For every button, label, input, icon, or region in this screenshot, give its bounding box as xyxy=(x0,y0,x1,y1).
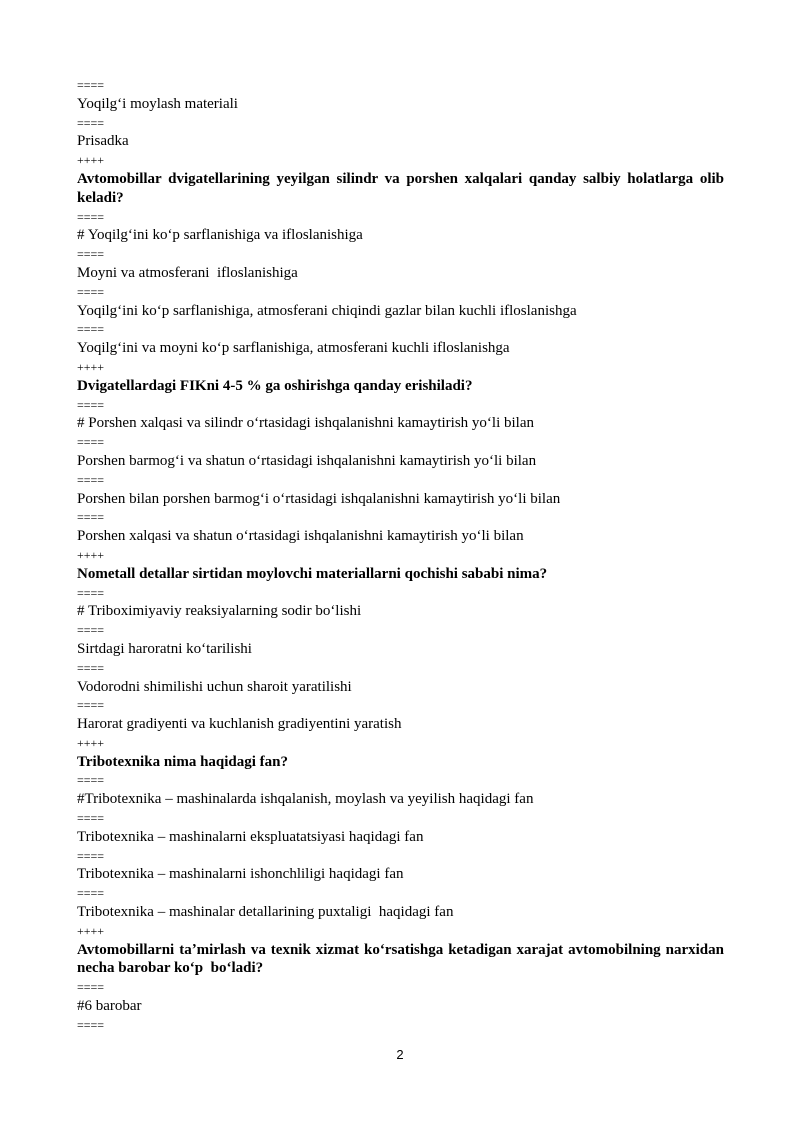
separator: ==== xyxy=(77,886,105,901)
separator: ==== xyxy=(77,435,105,450)
separator: ==== xyxy=(77,623,105,638)
separator: ==== xyxy=(77,773,105,788)
separator: ==== xyxy=(77,397,105,412)
separator: ==== xyxy=(77,980,105,995)
answer-option: Harorat gradiyenti va kuchlanish gradiyentini yaratish xyxy=(77,716,402,733)
separator: ==== xyxy=(77,78,105,92)
question-text: Avtomobillarni taʼmirlash va texnik xizmat koʻrsatishga ketadigan xarajat avtomobilning narxidan necha barobar koʻp boʻladi? xyxy=(77,941,728,977)
separator: ==== xyxy=(77,115,105,130)
separator: ++++ xyxy=(77,735,105,750)
separator: ++++ xyxy=(77,547,105,562)
answer-option: Yoqilgʻini koʻp sarflanishiga, atmosferani chiqindi gazlar bilan kuchli ifloslanishga xyxy=(77,302,577,319)
separator: ==== xyxy=(77,510,105,525)
separator: ==== xyxy=(77,284,105,299)
answer-option: #6 barobar xyxy=(77,998,142,1015)
question-text: Dvigatellardagi FIKni 4-5 % ga oshirishga qanday erishiladi? xyxy=(77,377,473,394)
page-number: 2 xyxy=(396,1047,404,1062)
answer-option: Sirtdagi haroratni koʻtarilishi xyxy=(77,640,252,657)
question-text: Tribotexnika nima haqidagi fan? xyxy=(77,753,289,770)
answer-option: # Porshen xalqasi va silindr oʻrtasidagi ishqalanishni kamaytirish yoʻli bilan xyxy=(77,415,535,432)
separator: ==== xyxy=(77,848,105,863)
answer-option: #Tribotexnika – mashinalarda ishqalanish, moylash va yeyilish haqidagi fan xyxy=(77,791,534,808)
answer-option: Tribotexnika – mashinalarni ishonchliligi haqidagi fan xyxy=(77,866,404,883)
answer-option: Porshen bilan porshen barmogʻi oʻrtasidagi ishqalanishni kamaytirish yoʻli bilan xyxy=(77,490,561,507)
separator: ==== xyxy=(77,247,105,262)
answer-option: Tribotexnika – mashinalar detallarining puxtaligi haqidagi fan xyxy=(77,904,454,921)
separator: ==== xyxy=(77,698,105,713)
document-page xyxy=(77,76,728,1035)
answer-option: Yoqilgʻini va moyni koʻp sarflanishiga, atmosferani kuchli ifloslanishga xyxy=(77,340,510,357)
separator: ++++ xyxy=(77,923,105,938)
question-text: Avtomobillar dvigatellarining yeyilgan silindr va porshen xalqalari qanday salbiy holatlarga olib keladi? xyxy=(77,170,728,206)
answer-option: Porshen xalqasi va shatun oʻrtasidagi ishqalanishni kamaytirish yoʻli bilan xyxy=(77,528,524,545)
separator: ==== xyxy=(77,1017,105,1032)
answer-option: Prisadka xyxy=(77,133,129,150)
separator: ==== xyxy=(77,472,105,487)
answer-option: Vodorodni shimilishi uchun sharoit yaratilishi xyxy=(77,678,352,695)
separator: ==== xyxy=(77,322,105,337)
answer-option: Yoqilgʻi moylash materiali xyxy=(77,95,238,112)
answer-option: Porshen barmogʻi va shatun oʻrtasidagi ishqalanishni kamaytirish yoʻli bilan xyxy=(77,452,537,469)
separator: ++++ xyxy=(77,359,105,374)
answer-option: # Triboximiyaviy reaksiyalarning sodir boʻlishi xyxy=(77,603,362,620)
separator: ==== xyxy=(77,209,105,224)
separator: ++++ xyxy=(77,153,105,168)
separator: ==== xyxy=(77,660,105,675)
answer-option: # Yoqilgʻini koʻp sarflanishiga va ifloslanishiga xyxy=(77,227,363,244)
separator: ==== xyxy=(77,811,105,826)
question-text: Nometall detallar sirtidan moylovchi materiallarni qochishi sababi nima? xyxy=(77,565,548,582)
separator: ==== xyxy=(77,585,105,600)
answer-option: Moyni va atmosferani ifloslanishiga xyxy=(77,264,298,281)
answer-option: Tribotexnika – mashinalarni ekspluatatsiyasi haqidagi fan xyxy=(77,828,424,845)
